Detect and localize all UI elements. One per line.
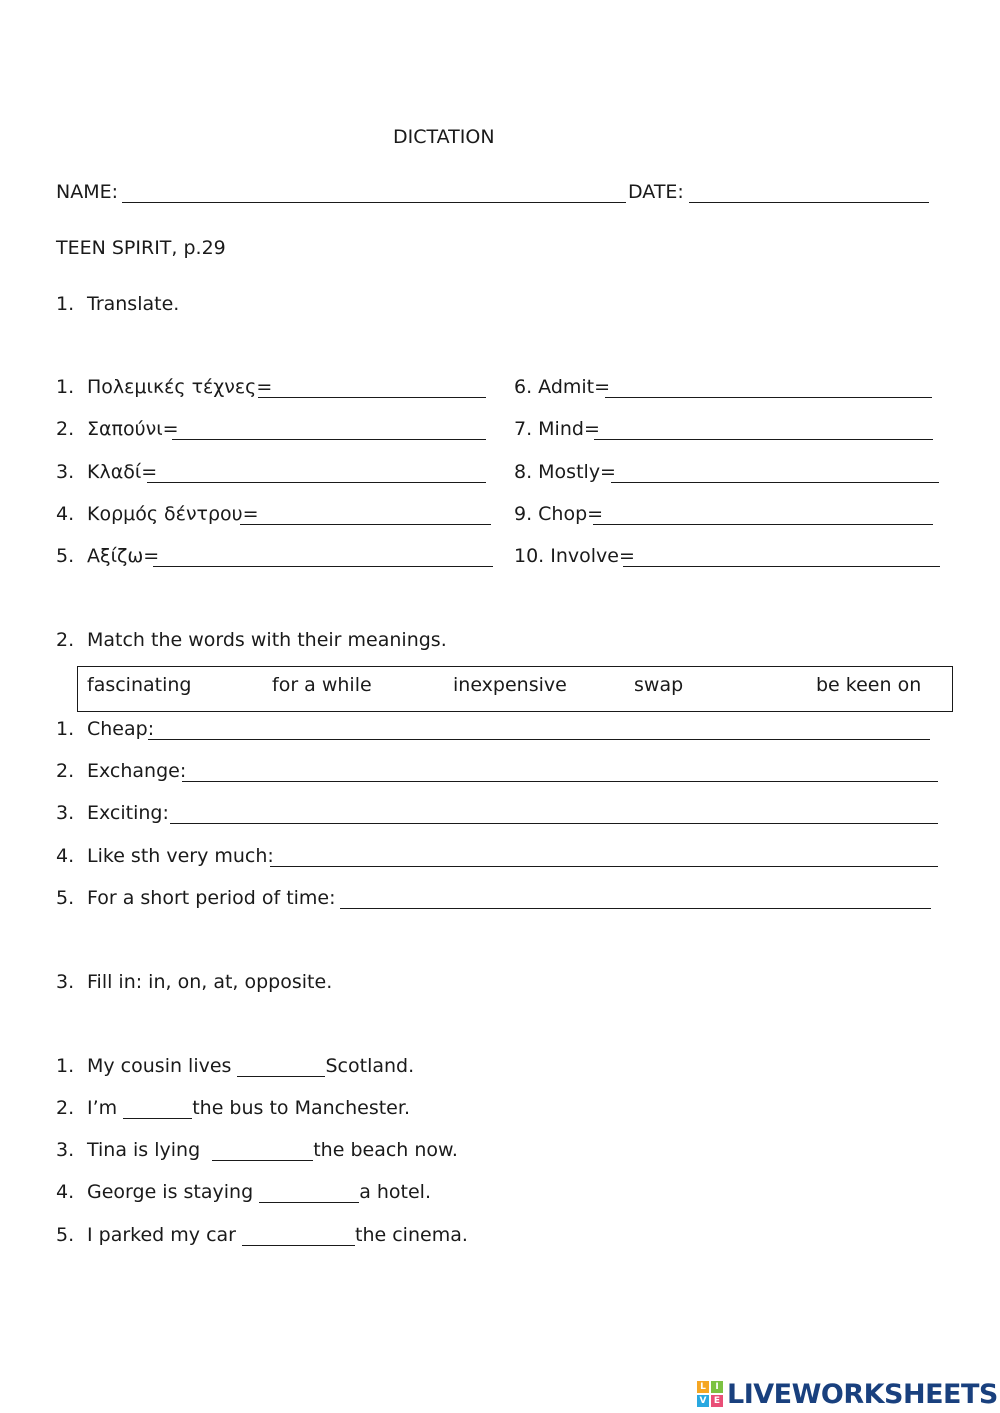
logo-letter: L xyxy=(697,1381,709,1393)
logo-letter: E xyxy=(711,1395,723,1407)
answer-field[interactable] xyxy=(170,803,938,824)
word-bank-item: swap xyxy=(634,674,684,696)
section3-instruction: Fill in: in, on, at, opposite. xyxy=(87,971,333,993)
fill-item-5 xyxy=(56,1224,468,1246)
logo-letter: V xyxy=(697,1395,709,1407)
sentence-end: Scotland. xyxy=(325,1055,415,1077)
answer-field[interactable] xyxy=(240,504,491,525)
sentence-start: I’m xyxy=(87,1097,124,1119)
blank-field[interactable] xyxy=(237,1057,325,1077)
item-number: 5. xyxy=(56,1224,75,1246)
answer-field[interactable] xyxy=(611,462,939,483)
item-label: Like sth very much: xyxy=(87,845,274,867)
item-label: Cheap: xyxy=(87,718,155,740)
blank-field[interactable] xyxy=(259,1183,359,1203)
sentence-start: Tina is lying xyxy=(87,1139,213,1161)
source-reference: TEEN SPIRIT, p.29 xyxy=(56,237,226,259)
brand-text: LIVEWORKSHEETS xyxy=(727,1378,998,1410)
word-bank-item: be keen on xyxy=(816,674,922,696)
fill-item-1 xyxy=(56,1055,414,1077)
section2-number: 2. xyxy=(56,629,75,651)
item-number: 1. xyxy=(56,718,75,740)
answer-field[interactable] xyxy=(593,504,933,525)
answer-field[interactable] xyxy=(340,888,931,909)
liveworksheets-logo xyxy=(697,1378,998,1410)
section1-number: 1. xyxy=(56,293,75,315)
item-number: 5. xyxy=(56,887,75,909)
item-number: 2. xyxy=(56,418,75,440)
fill-item-3 xyxy=(56,1139,458,1161)
logo-letter: I xyxy=(711,1381,723,1393)
item-label: 8. Mostly= xyxy=(514,461,616,483)
page-title: DICTATION xyxy=(393,126,495,148)
sentence-start: I parked my car xyxy=(87,1224,243,1246)
sentence-start: George is staying xyxy=(87,1181,260,1203)
answer-field[interactable] xyxy=(270,846,938,867)
fill-item-4 xyxy=(56,1181,431,1203)
sentence-end: the cinema. xyxy=(355,1224,468,1246)
blank-field[interactable] xyxy=(242,1226,355,1246)
answer-field[interactable] xyxy=(148,719,930,740)
item-number: 1. xyxy=(56,1055,75,1077)
logo-mark-icon xyxy=(697,1381,723,1407)
answer-field[interactable] xyxy=(182,761,938,782)
item-label: For a short period of time: xyxy=(87,887,336,909)
item-number: 3. xyxy=(56,802,75,824)
item-label: Exciting: xyxy=(87,802,169,824)
item-label: Κλαδί= xyxy=(87,461,158,483)
item-label: 6. Admit= xyxy=(514,376,611,398)
answer-field[interactable] xyxy=(172,419,486,440)
answer-field[interactable] xyxy=(623,546,940,567)
item-number: 2. xyxy=(56,1097,75,1119)
blank-field[interactable] xyxy=(212,1141,313,1161)
answer-field[interactable] xyxy=(147,462,486,483)
date-label: DATE: xyxy=(628,181,684,203)
fill-item-2 xyxy=(56,1097,410,1119)
blank-field[interactable] xyxy=(123,1099,192,1119)
item-label: Κορμός δέντρου= xyxy=(87,503,259,525)
item-label: Exchange: xyxy=(87,760,187,782)
item-label: 10. Involve= xyxy=(514,545,635,567)
item-number: 1. xyxy=(56,376,75,398)
date-field[interactable] xyxy=(689,182,929,203)
item-label: Αξίζω= xyxy=(87,545,160,567)
word-bank-item: fascinating xyxy=(87,674,192,696)
item-number: 4. xyxy=(56,845,75,867)
sentence-start: My cousin lives xyxy=(87,1055,238,1077)
item-label: 7. Mind= xyxy=(514,418,600,440)
name-field[interactable] xyxy=(122,182,626,203)
sentence-end: a hotel. xyxy=(359,1181,431,1203)
item-label: 9. Chop= xyxy=(514,503,604,525)
word-bank-item: inexpensive xyxy=(453,674,567,696)
item-label: Πολεμικές τέχνες= xyxy=(87,376,273,398)
answer-field[interactable] xyxy=(594,419,933,440)
sentence-end: the bus to Manchester. xyxy=(192,1097,410,1119)
item-number: 3. xyxy=(56,461,75,483)
section2-instruction: Match the words with their meanings. xyxy=(87,629,447,651)
word-bank-item: for a while xyxy=(272,674,372,696)
answer-field[interactable] xyxy=(153,546,493,567)
name-label: NAME: xyxy=(56,181,119,203)
answer-field[interactable] xyxy=(258,377,486,398)
section3-number: 3. xyxy=(56,971,75,993)
item-number: 3. xyxy=(56,1139,75,1161)
sentence-end: the beach now. xyxy=(313,1139,458,1161)
item-number: 5. xyxy=(56,545,75,567)
item-number: 4. xyxy=(56,1181,75,1203)
item-number: 2. xyxy=(56,760,75,782)
item-label: Σαπούνι= xyxy=(87,418,179,440)
section1-instruction: Translate. xyxy=(87,293,180,315)
answer-field[interactable] xyxy=(605,377,932,398)
item-number: 4. xyxy=(56,503,75,525)
